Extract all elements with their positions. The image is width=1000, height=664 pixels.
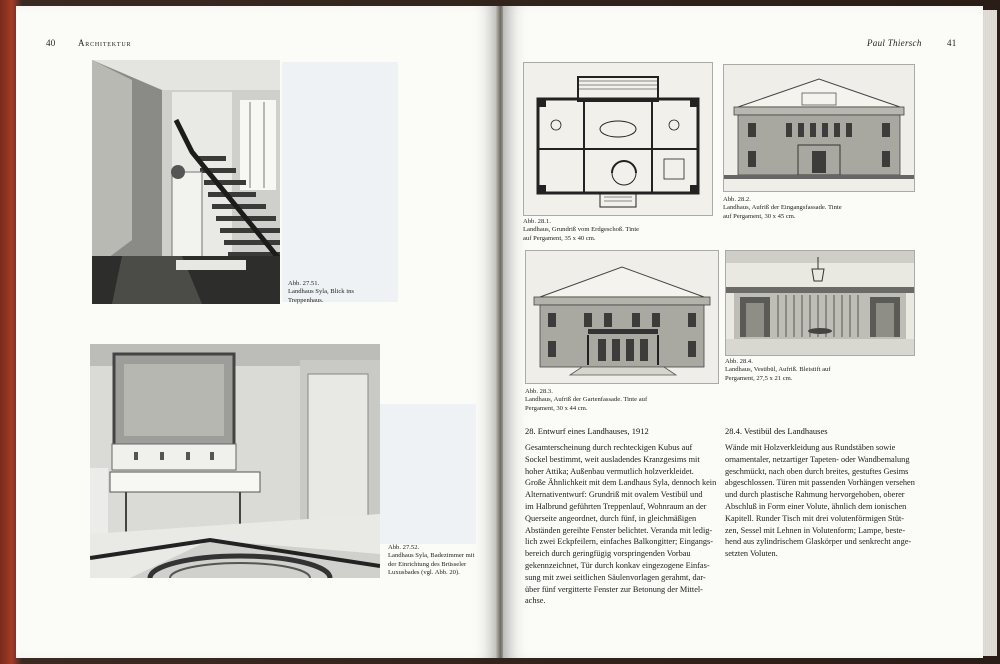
- left-page: [16, 6, 498, 658]
- section-title-28-4: 28.4. Vestibül des Landhauses: [725, 426, 828, 436]
- section-body-28-4: Wände mit Holzverkleidung aus Rundstäben sowie ornamentaler, netzartiger Tapeten- oder Wandbemalung geschmückt, nach oben durch breites, gestuftes Gesims abgeschlossen. Türen mit passenden Vorhängen versehen und durch plastische Rahmung hervorgehoben, oberer Abschluß in Form einer Volute, ähnlich dem ionischen Kapitell. Runder Tisch mit drei volutenförmigen Stüt- zen, Sessel mit Lehnen in Volutenform; Lampe, beste- hend aus zylindrischem Glaskörper und senkrecht ange- setzten Voluten.: [725, 443, 915, 559]
- show-through-ghost: [380, 404, 476, 544]
- page-edges: [983, 10, 997, 656]
- section-body-28: Gesamterscheinung durch rechteckigen Kubus auf Sockel bestimmt, weit ausladendes Kranzgesims mit hoher Attika; Außenbau vermutlich holzverkleidet. Große Ähnlichkeit mit dem Landhaus Syla, dennoch kein Alternativentwurf: Grundriß mit ovalem Vestibül und im Halbrund geführten Treppenlauf, Wohnraum an der Querseite angeordnet, durch fünf, in gleichmäßigen Abständen gereihte Fenster belichtet. Veranda mit ledig- lich zwei Eckpfeilern, einfaches Balkongitter; Eingangs- bereich durch geringfügig vorspringenden Vorbau gekennzeichnet, Tür durch konkav eingezogene Einfas- sung mit zwei seitlichen Säulenvorlagen gerahmt, dar- über fünf vergitterte Fenster zur Betonung der Mittel- achse.: [525, 443, 717, 606]
- bathroom-photo: [90, 344, 380, 578]
- right-page: [503, 6, 983, 658]
- caption-abb-27-52: Abb. 27.52. Landhaus Syla, Badezimmer mit der Einrichtung des Brüsseler Luxusbades (vgl. Abb. 20).: [388, 544, 475, 577]
- section-title-28: 28. Entwurf eines Landhauses, 1912: [525, 426, 649, 436]
- vestibule-drawing: [725, 250, 915, 356]
- caption-abb-28-3: Abb. 28.3. Landhaus, Aufriß der Gartenfassade. Tinte auf Pergament, 30 x 44 cm.: [525, 388, 648, 412]
- caption-abb-28-2: Abb. 28.2. Landhaus, Aufriß der Eingangsfassade. Tinte auf Pergament, 30 x 45 cm.: [723, 196, 842, 220]
- right-page-number: 41: [947, 38, 957, 48]
- right-running-head: Paul Thiersch: [867, 38, 922, 48]
- caption-abb-28-4: Abb. 28.4. Landhaus, Vestibül, Aufriß. Bleistift auf Pergament, 27,5 x 21 cm.: [725, 358, 831, 382]
- staircase-photo: [92, 60, 280, 304]
- caption-abb-27-51: Abb. 27.51. Landhaus Syla, Blick ins Treppenhaus.: [288, 280, 354, 304]
- floor-plan-drawing: [523, 62, 713, 216]
- left-running-head: Architektur: [78, 38, 132, 48]
- caption-abb-28-1: Abb. 28.1. Landhaus, Grundriß vom Erdgeschoß. Tinte auf Pergament, 35 x 40 cm.: [523, 218, 640, 242]
- entrance-facade-drawing: [723, 64, 915, 192]
- left-page-number: 40: [46, 38, 56, 48]
- show-through-ghost: [282, 62, 398, 302]
- garden-facade-drawing: [525, 250, 719, 384]
